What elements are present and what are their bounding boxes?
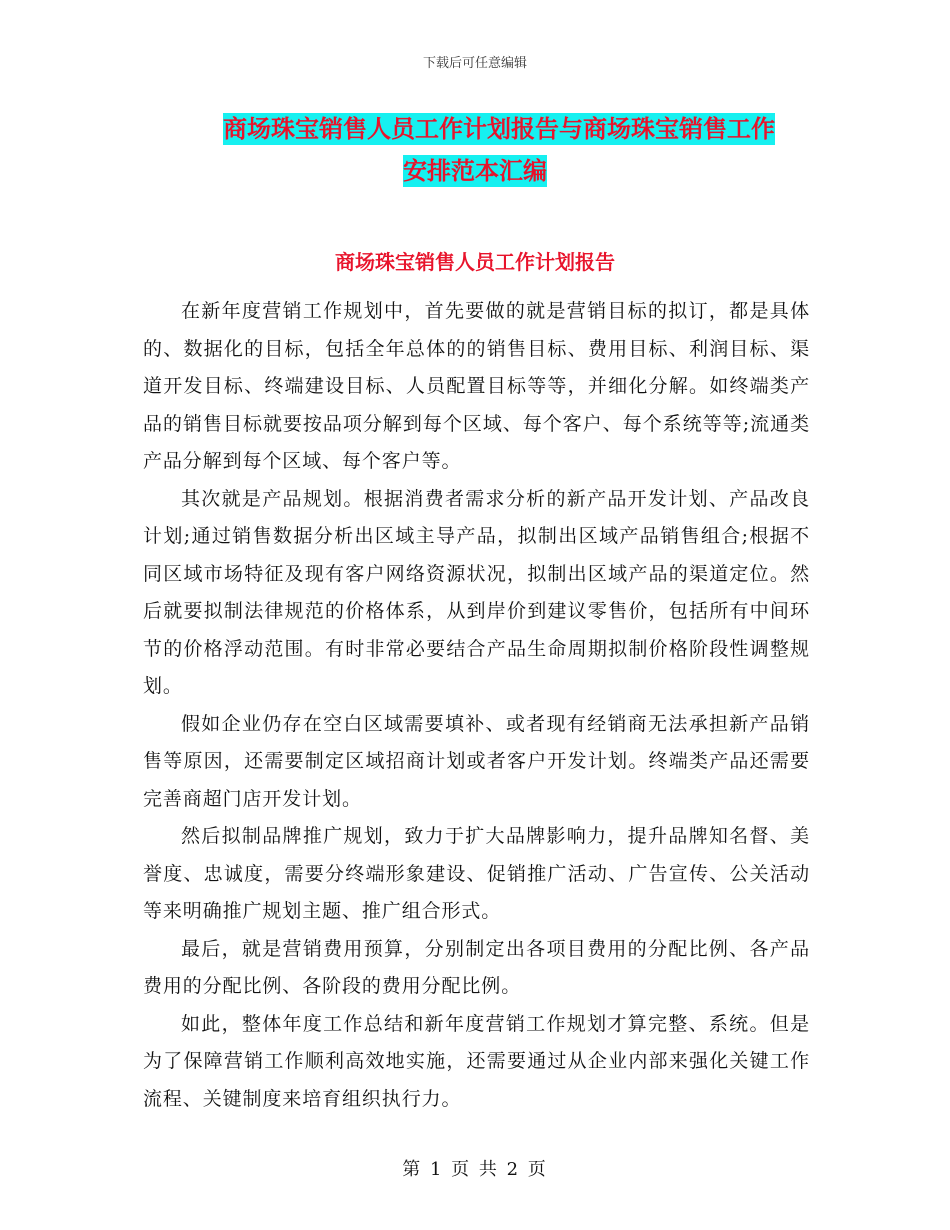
body-text [143,293,810,1118]
paragraph: 如此，整体年度工作总结和新年度营销工作规划才算完整、系统。但是为了保障营销工作顺利高效地实施，还需要通过从企业内部来强化关键工作流程、关键制度来培育组织执行力。 [143,1012,810,1110]
title-line-1: 商场珠宝销售人员工作计划报告与商场珠宝销售工作 [223,115,775,143]
title-line-2: 安排范本汇编 [403,157,547,185]
paragraph: 在新年度营销工作规划中，首先要做的就是营销目标的拟订，都是具体的、数据化的目标，包括全年总体的的销售目标、费用目标、利润目标、渠道开发目标、终端建设目标、人员配置目标等等，并细化分解。如终端类产品的销售目标就要按品项分解到每个区域、每个客户、每个系统等等;流通类产品分解到每个区域、每个客户等。 [143,300,810,472]
header-note: 下载后可任意编辑 [422,56,527,71]
document-title [0,108,950,192]
section-title: 商场珠宝销售人员工作计划报告 [335,250,615,274]
paragraph: 其次就是产品规划。根据消费者需求分析的新产品开发计划、产品改良计划;通过销售数据分析出区域主导产品，拟制出区域产品销售组合;根据不同区域市场特征及现有客户网络资源状况，拟制出区域产品的渠道定位。然后就要拟制法律规范的价格体系，从到岸价到建议零售价，包括所有中间环节的价格浮动范围。有时非常必要结合产品生命周期拟制价格阶段性调整规划。 [143,487,810,697]
page-number: 第 1 页 共 2 页 [402,1159,548,1180]
paragraph: 最后，就是营销费用预算，分别制定出各项目费用的分配比例、各产品费用的分配比例、各阶段的费用分配比例。 [143,937,810,997]
paragraph: 然后拟制品牌推广规划，致力于扩大品牌影响力，提升品牌知名督、美誉度、忠诚度，需要分终端形象建设、促销推广活动、广告宣传、公关活动等来明确推广规划主题、推广组合形式。 [143,825,810,922]
paragraph: 假如企业仍存在空白区域需要填补、或者现有经销商无法承担新产品销售等原因，还需要制定区域招商计划或者客户开发计划。终端类产品还需要完善商超门店开发计划。 [143,712,810,810]
